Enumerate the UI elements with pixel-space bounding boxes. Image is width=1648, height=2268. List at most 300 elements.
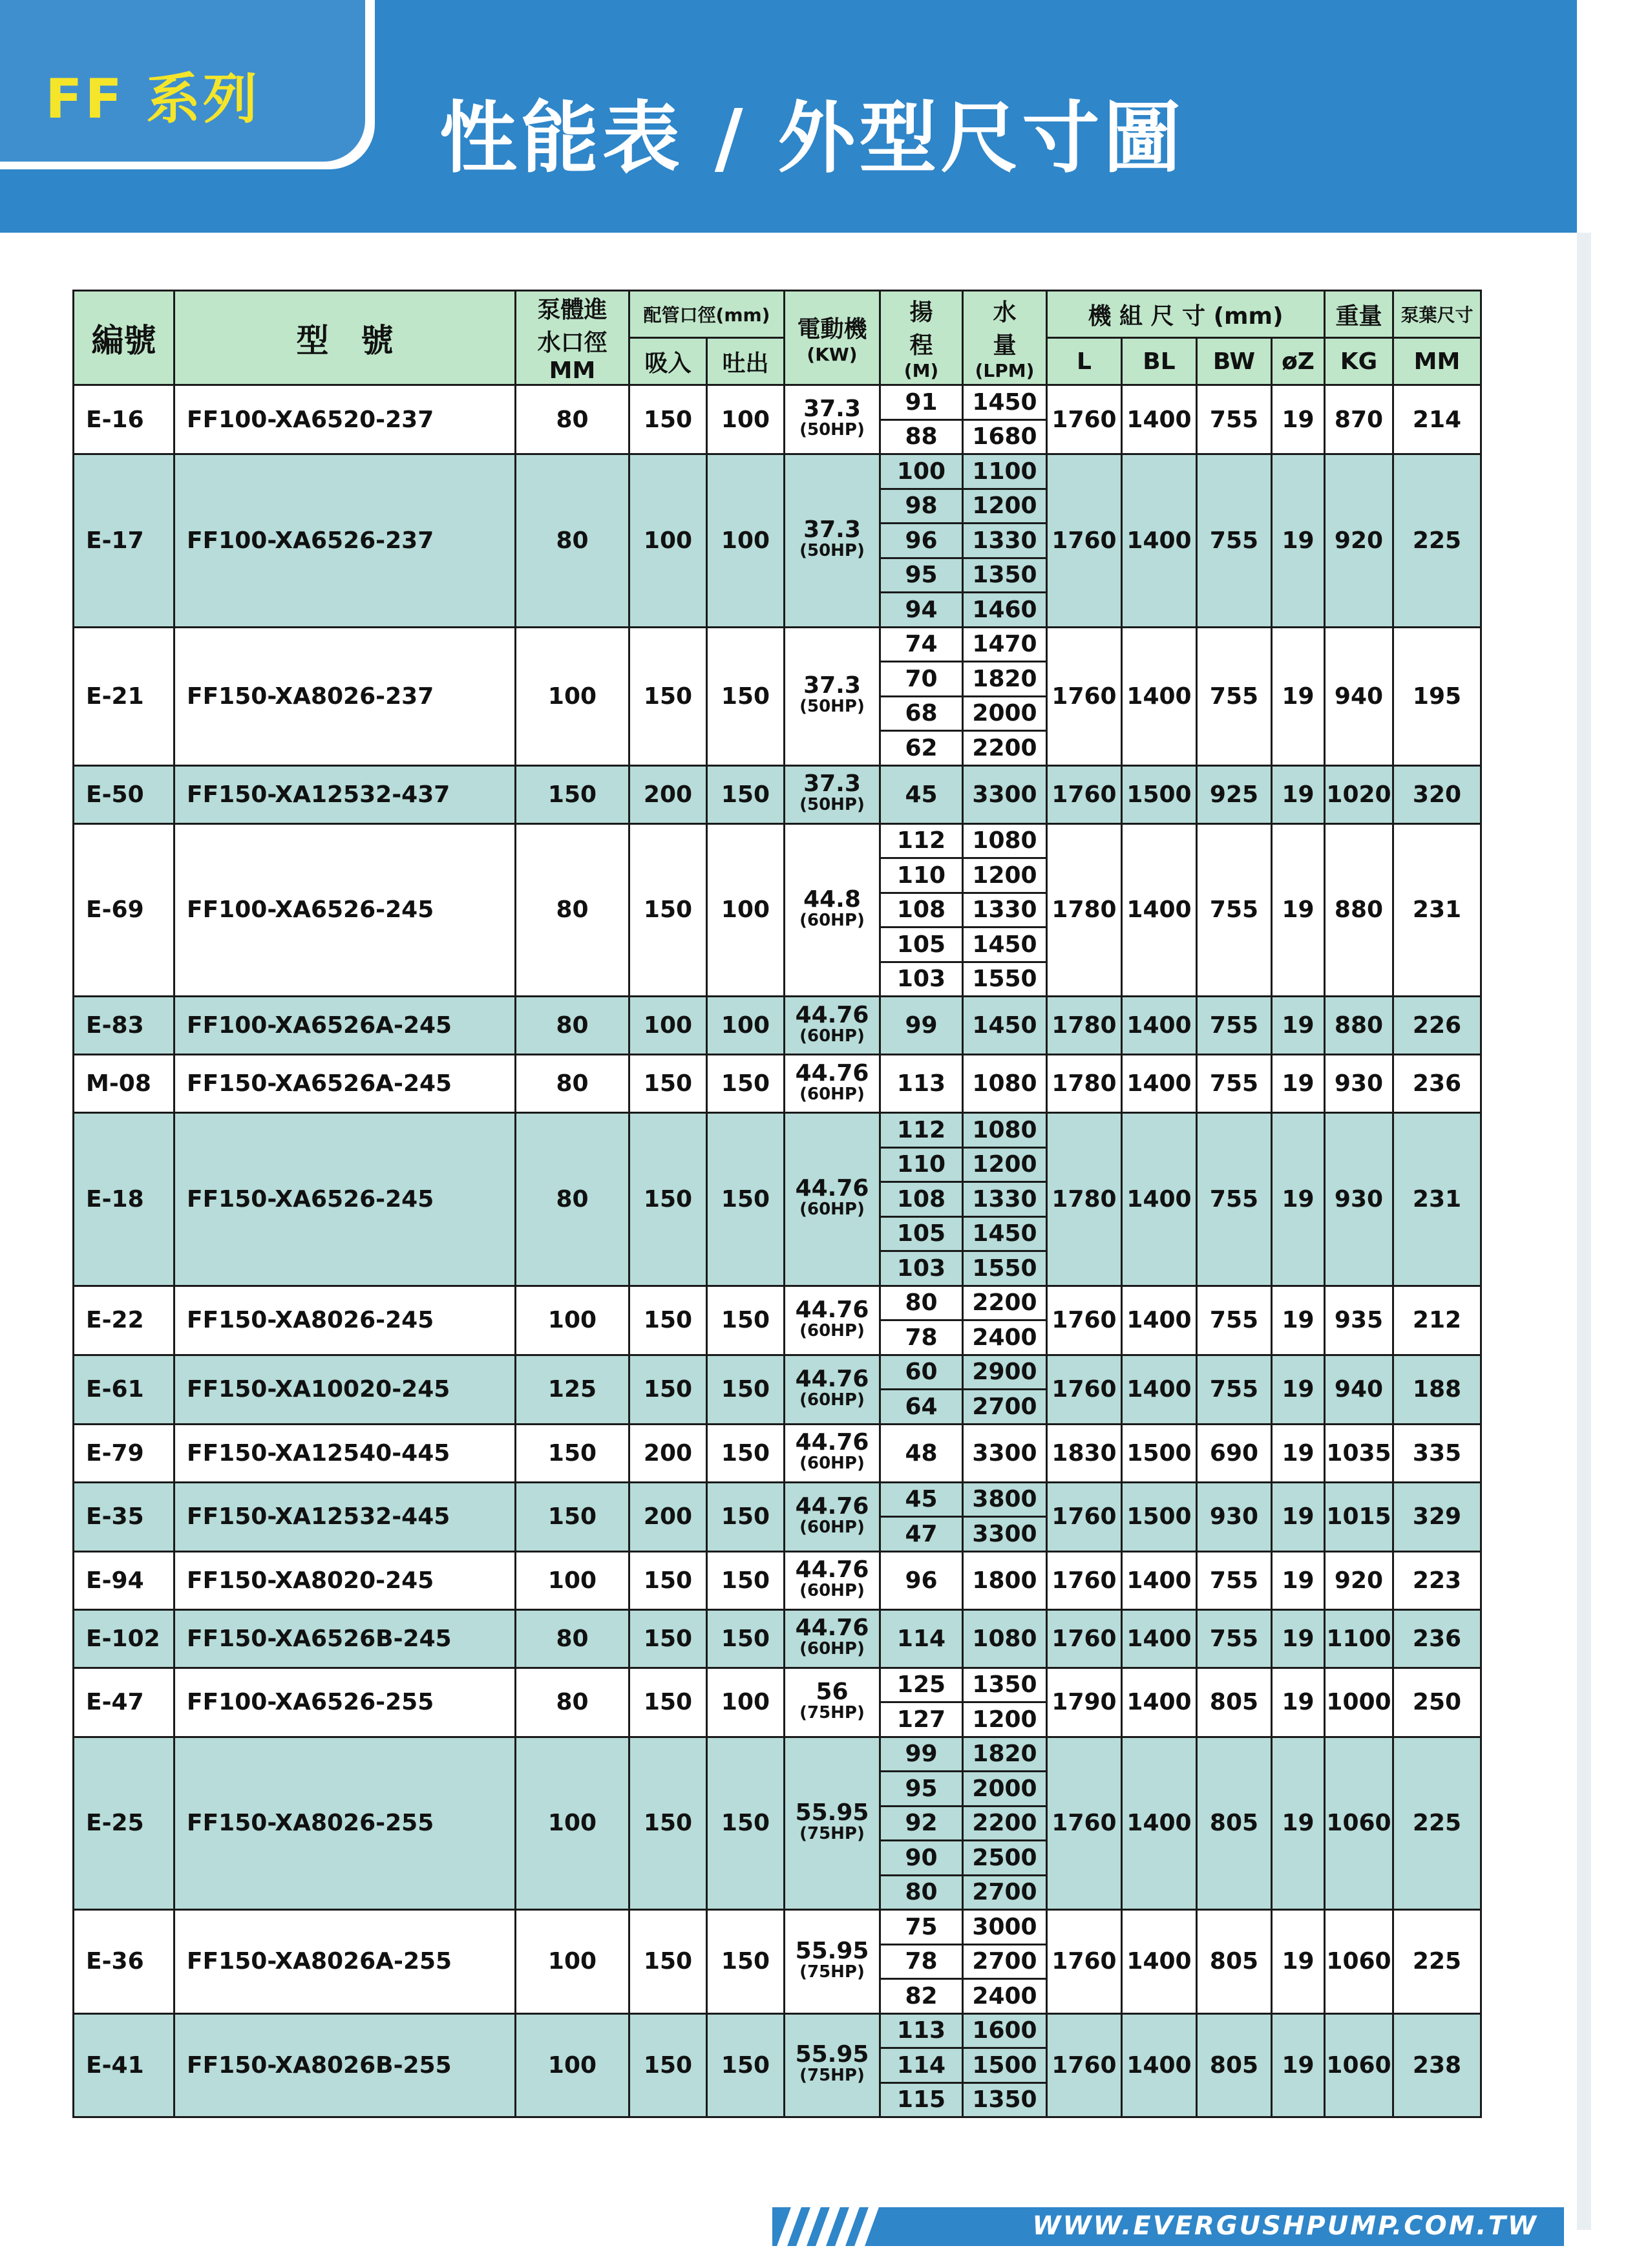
pump-code: E-41: [74, 2013, 174, 2117]
inlet-size: 100: [516, 1551, 629, 1609]
dim-bw: 755: [1197, 1286, 1272, 1355]
model-number: FF150-XA6526A-245: [174, 1055, 516, 1113]
inlet-size: 80: [516, 454, 629, 628]
dim-l: 1760: [1047, 1551, 1122, 1609]
motor-power: [785, 997, 880, 1055]
flow-value: 3000: [963, 1910, 1047, 1945]
header-head-line2: 程: [909, 332, 933, 359]
dim-l: 1760: [1047, 1910, 1122, 2014]
flow-value: 1450: [963, 927, 1047, 962]
weight-kg: 1000: [1325, 1668, 1393, 1737]
dim-l: 1780: [1047, 1055, 1122, 1113]
dim-bl: 1400: [1122, 1737, 1197, 1910]
motor-hp: (60HP): [799, 1517, 865, 1537]
motor-power: [785, 1113, 880, 1286]
pump-code: E-83: [74, 997, 174, 1055]
flow-value: 3300: [963, 765, 1047, 823]
impeller-mm: 195: [1393, 627, 1481, 765]
dim-l: 1760: [1047, 1482, 1122, 1551]
table-row: [74, 1609, 1481, 1668]
flow-value: 1500: [963, 2048, 1047, 2083]
pump-code: E-69: [74, 823, 174, 997]
weight-kg: 1060: [1325, 1737, 1393, 1910]
flow-value: 1450: [963, 385, 1047, 420]
header-inlet: [516, 291, 629, 385]
suction-size: 100: [629, 997, 707, 1055]
table-row: [74, 1113, 1481, 1148]
pump-code: E-102: [74, 1609, 174, 1668]
dim-bl: 1400: [1122, 1055, 1197, 1113]
dim-bw: 755: [1197, 1609, 1272, 1668]
flow-value: 1820: [963, 662, 1047, 697]
dim-bw: 690: [1197, 1424, 1272, 1482]
impeller-mm: 188: [1393, 1355, 1481, 1424]
model-number: FF100-XA6520-237: [174, 385, 516, 454]
dim-l: 1760: [1047, 1737, 1122, 1910]
head-value: 115: [880, 2083, 963, 2117]
flow-value: 3300: [963, 1517, 1047, 1552]
inlet-size: 100: [516, 1286, 629, 1355]
head-value: 127: [880, 1702, 963, 1737]
dim-bw: 755: [1197, 997, 1272, 1055]
suction-size: 150: [629, 1910, 707, 2014]
weight-kg: 940: [1325, 627, 1393, 765]
discharge-size: 150: [707, 1910, 785, 2014]
dim-bw: 755: [1197, 385, 1272, 454]
flow-value: 1200: [963, 858, 1047, 893]
motor-power: [785, 1424, 880, 1482]
impeller-mm: 335: [1393, 1424, 1481, 1482]
table-row: [74, 823, 1481, 858]
table-row: [74, 1551, 1481, 1609]
discharge-size: 100: [707, 385, 785, 454]
motor-hp: (60HP): [799, 1084, 865, 1104]
dim-bw: 755: [1197, 823, 1272, 997]
discharge-size: 150: [707, 1482, 785, 1551]
flow-value: 2400: [963, 1320, 1047, 1355]
flow-value: 3300: [963, 1424, 1047, 1482]
head-value: 112: [880, 1113, 963, 1148]
impeller-mm: 231: [1393, 823, 1481, 997]
flow-value: 1350: [963, 558, 1047, 593]
suction-size: 200: [629, 1424, 707, 1482]
dim-l: 1760: [1047, 1355, 1122, 1424]
suction-size: 150: [629, 1609, 707, 1668]
flow-value: 2500: [963, 1841, 1047, 1876]
motor-hp: (50HP): [799, 795, 865, 814]
model-number: FF150-XA8026-245: [174, 1286, 516, 1355]
dim-z: 19: [1272, 1424, 1325, 1482]
inlet-size: 80: [516, 385, 629, 454]
discharge-size: 150: [707, 1286, 785, 1355]
head-value: 108: [880, 1182, 963, 1217]
head-value: 88: [880, 419, 963, 454]
inlet-size: 80: [516, 1668, 629, 1737]
pump-code: E-35: [74, 1482, 174, 1551]
dim-bl: 1400: [1122, 1668, 1197, 1737]
dim-bl: 1400: [1122, 385, 1197, 454]
header-dim-bl: BL: [1122, 338, 1197, 385]
flow-value: 1200: [963, 1147, 1047, 1182]
header-flow-unit: (LPM): [975, 360, 1035, 381]
dim-z: 19: [1272, 627, 1325, 765]
inlet-size: 150: [516, 1482, 629, 1551]
motor-kw: 44.76: [795, 1175, 869, 1202]
model-number: FF100-XA6526-237: [174, 454, 516, 628]
discharge-size: 150: [707, 1609, 785, 1668]
impeller-mm: 212: [1393, 1286, 1481, 1355]
dim-bw: 805: [1197, 1910, 1272, 2014]
motor-power: [785, 1551, 880, 1609]
motor-hp: (60HP): [799, 910, 865, 930]
motor-hp: (60HP): [799, 1639, 865, 1659]
dim-bw: 755: [1197, 627, 1272, 765]
motor-hp: (60HP): [799, 1320, 865, 1341]
model-number: FF150-XA6526B-245: [174, 1609, 516, 1668]
flow-value: 1080: [963, 1113, 1047, 1148]
weight-kg: 920: [1325, 1551, 1393, 1609]
motor-kw: 37.3: [803, 672, 861, 699]
inlet-size: 80: [516, 823, 629, 997]
dim-bl: 1400: [1122, 1355, 1197, 1424]
head-value: 91: [880, 385, 963, 420]
dim-bw: 805: [1197, 1668, 1272, 1737]
motor-kw: 56: [816, 1678, 849, 1705]
flow-value: 2200: [963, 1286, 1047, 1320]
motor-kw: 44.76: [795, 1059, 869, 1086]
head-value: 110: [880, 1147, 963, 1182]
head-value: 96: [880, 1551, 963, 1609]
flow-value: 1350: [963, 1668, 1047, 1702]
header-head-unit: (M): [903, 360, 939, 381]
dim-bl: 1500: [1122, 1482, 1197, 1551]
head-value: 113: [880, 2013, 963, 2048]
motor-hp: (60HP): [799, 1026, 865, 1046]
suction-size: 150: [629, 385, 707, 454]
header-inlet-line1: 泵體進: [537, 297, 607, 323]
impeller-mm: 236: [1393, 1055, 1481, 1113]
table-row: [74, 1910, 1481, 1945]
impeller-mm: 250: [1393, 1668, 1481, 1737]
header-flow: [963, 291, 1047, 385]
weight-kg: 1060: [1325, 2013, 1393, 2117]
weight-kg: 1060: [1325, 1910, 1393, 2014]
dim-l: 1760: [1047, 1286, 1122, 1355]
motor-kw: 44.76: [795, 1429, 869, 1456]
model-number: FF150-XA8026A-255: [174, 1910, 516, 2014]
table-body: [74, 385, 1481, 2117]
suction-size: 200: [629, 1482, 707, 1551]
impeller-mm: 238: [1393, 2013, 1481, 2117]
head-value: 92: [880, 1806, 963, 1841]
table-row: [74, 454, 1481, 489]
motor-power: [785, 1482, 880, 1551]
model-number: FF150-XA12540-445: [174, 1424, 516, 1482]
head-value: 114: [880, 2048, 963, 2083]
model-number: FF150-XA10020-245: [174, 1355, 516, 1424]
motor-kw: 37.3: [803, 516, 861, 544]
weight-kg: 870: [1325, 385, 1393, 454]
header-inlet-unit: MM: [549, 357, 596, 384]
flow-value: 1080: [963, 1609, 1047, 1668]
pump-code: E-94: [74, 1551, 174, 1609]
table-row: [74, 627, 1481, 662]
flow-value: 1200: [963, 1702, 1047, 1737]
motor-hp: (50HP): [799, 541, 865, 561]
page-edge: [1577, 233, 1591, 2230]
pump-code: E-22: [74, 1286, 174, 1355]
suction-size: 150: [629, 1668, 707, 1737]
motor-power: [785, 765, 880, 823]
head-value: 99: [880, 997, 963, 1055]
pump-code: E-17: [74, 454, 174, 628]
inlet-size: 80: [516, 1055, 629, 1113]
flow-value: 1330: [963, 1182, 1047, 1217]
pump-code: E-25: [74, 1737, 174, 1910]
head-value: 112: [880, 823, 963, 858]
header-dim-z: øZ: [1272, 338, 1325, 385]
flow-value: 1080: [963, 1055, 1047, 1113]
discharge-size: 150: [707, 1424, 785, 1482]
motor-kw: 55.95: [795, 1937, 869, 1964]
table-row: [74, 1055, 1481, 1113]
dim-l: 1760: [1047, 765, 1122, 823]
dim-l: 1760: [1047, 2013, 1122, 2117]
suction-size: 150: [629, 1286, 707, 1355]
inlet-size: 100: [516, 627, 629, 765]
table-row: [74, 1668, 1481, 1702]
dim-z: 19: [1272, 2013, 1325, 2117]
head-value: 90: [880, 1841, 963, 1876]
pump-code: E-50: [74, 765, 174, 823]
dim-l: 1780: [1047, 1113, 1122, 1286]
table-row: [74, 1424, 1481, 1482]
inlet-size: 80: [516, 1609, 629, 1668]
header-motor-unit: (KW): [807, 343, 858, 365]
weight-kg: 880: [1325, 823, 1393, 997]
flow-value: 1100: [963, 454, 1047, 489]
head-value: 45: [880, 765, 963, 823]
header-head: [880, 291, 963, 385]
dim-z: 19: [1272, 1055, 1325, 1113]
header-suction: 吸入: [629, 338, 707, 385]
header-flow-line1: 水: [993, 299, 1017, 326]
head-value: 114: [880, 1609, 963, 1668]
model-number: FF150-XA6526-245: [174, 1113, 516, 1286]
head-value: 78: [880, 1944, 963, 1979]
suction-size: 150: [629, 1355, 707, 1424]
model-number: FF100-XA6526-255: [174, 1668, 516, 1737]
weight-kg: 880: [1325, 997, 1393, 1055]
table-row: [74, 1355, 1481, 1390]
dim-bl: 1500: [1122, 765, 1197, 823]
dim-z: 19: [1272, 1113, 1325, 1286]
discharge-size: 100: [707, 823, 785, 997]
motor-kw: 55.95: [795, 1799, 869, 1826]
dim-z: 19: [1272, 1910, 1325, 2014]
suction-size: 150: [629, 2013, 707, 2117]
motor-kw: 44.76: [795, 1001, 869, 1028]
head-value: 75: [880, 1910, 963, 1945]
dim-l: 1760: [1047, 627, 1122, 765]
suction-size: 150: [629, 1055, 707, 1113]
pump-code: E-21: [74, 627, 174, 765]
dim-bw: 805: [1197, 1737, 1272, 1910]
head-value: 62: [880, 731, 963, 766]
head-value: 82: [880, 1979, 963, 2014]
dim-bw: 755: [1197, 1113, 1272, 1286]
footer-bar: [772, 2207, 1564, 2246]
flow-value: 2700: [963, 1944, 1047, 1979]
header-pipe: 配管口徑(mm): [629, 291, 785, 338]
dim-bl: 1400: [1122, 1113, 1197, 1286]
dim-z: 19: [1272, 1355, 1325, 1424]
suction-size: 150: [629, 1737, 707, 1910]
discharge-size: 150: [707, 1355, 785, 1424]
flow-value: 1200: [963, 489, 1047, 524]
dim-l: 1760: [1047, 385, 1122, 454]
head-value: 95: [880, 1772, 963, 1807]
header-impeller: 泵葉尺寸: [1393, 291, 1481, 338]
impeller-mm: 225: [1393, 454, 1481, 628]
impeller-mm: 223: [1393, 1551, 1481, 1609]
motor-power: [785, 1355, 880, 1424]
footer-stripe: [854, 2207, 879, 2246]
motor-hp: (75HP): [799, 2066, 865, 2086]
flow-value: 1460: [963, 593, 1047, 628]
pump-code: E-16: [74, 385, 174, 454]
dim-bw: 755: [1197, 454, 1272, 628]
header-dimensions: 機 組 尺 寸 (mm): [1047, 291, 1325, 338]
suction-size: 150: [629, 823, 707, 997]
head-value: 125: [880, 1668, 963, 1702]
flow-value: 1330: [963, 524, 1047, 558]
motor-power: [785, 1910, 880, 2014]
dim-l: 1780: [1047, 823, 1122, 997]
flow-value: 1550: [963, 1251, 1047, 1286]
flow-value: 1350: [963, 2083, 1047, 2117]
pump-code: E-79: [74, 1424, 174, 1482]
head-value: 103: [880, 1251, 963, 1286]
model-number: FF150-XA8026-237: [174, 627, 516, 765]
motor-power: [785, 1609, 880, 1668]
header-impeller-unit: MM: [1393, 338, 1481, 385]
head-value: 113: [880, 1055, 963, 1113]
motor-kw: 55.95: [795, 2041, 869, 2068]
head-value: 105: [880, 1216, 963, 1251]
head-value: 47: [880, 1517, 963, 1552]
discharge-size: 150: [707, 765, 785, 823]
pump-code: E-18: [74, 1113, 174, 1286]
dim-bl: 1400: [1122, 1910, 1197, 2014]
weight-kg: 935: [1325, 1286, 1393, 1355]
flow-value: 1820: [963, 1737, 1047, 1772]
discharge-size: 150: [707, 627, 785, 765]
table-row: [74, 1286, 1481, 1320]
motor-power: [785, 1286, 880, 1355]
flow-value: 1680: [963, 419, 1047, 454]
header-code: 編號: [74, 291, 174, 385]
dim-bl: 1400: [1122, 823, 1197, 997]
head-value: 80: [880, 1875, 963, 1910]
model-number: FF150-XA8020-245: [174, 1551, 516, 1609]
impeller-mm: 214: [1393, 385, 1481, 454]
performance-table: [72, 290, 1482, 2118]
dim-z: 19: [1272, 1286, 1325, 1355]
motor-kw: 44.8: [803, 885, 861, 913]
model-number: FF150-XA12532-445: [174, 1482, 516, 1551]
head-value: 98: [880, 489, 963, 524]
impeller-mm: 236: [1393, 1609, 1481, 1668]
motor-power: [785, 1668, 880, 1737]
dim-l: 1830: [1047, 1424, 1122, 1482]
motor-power: [785, 823, 880, 997]
discharge-size: 150: [707, 1055, 785, 1113]
header-model: 型 號: [174, 291, 516, 385]
flow-value: 3800: [963, 1482, 1047, 1517]
dim-bl: 1400: [1122, 1286, 1197, 1355]
dim-bl: 1400: [1122, 997, 1197, 1055]
motor-hp: (60HP): [799, 1581, 865, 1600]
motor-hp: (75HP): [799, 1962, 865, 1982]
header-weight-unit: KG: [1325, 338, 1393, 385]
dim-bl: 1400: [1122, 454, 1197, 628]
motor-power: [785, 2013, 880, 2117]
flow-value: 1450: [963, 997, 1047, 1055]
header-flow-line2: 量: [993, 332, 1017, 359]
flow-value: 1470: [963, 627, 1047, 662]
dim-z: 19: [1272, 1609, 1325, 1668]
pump-code: E-61: [74, 1355, 174, 1424]
dim-l: 1790: [1047, 1668, 1122, 1737]
header-inlet-line2: 水口徑: [537, 330, 607, 356]
pump-code: E-47: [74, 1668, 174, 1737]
weight-kg: 940: [1325, 1355, 1393, 1424]
head-value: 78: [880, 1320, 963, 1355]
head-value: 70: [880, 662, 963, 697]
dim-bw: 930: [1197, 1482, 1272, 1551]
dim-bl: 1500: [1122, 1424, 1197, 1482]
motor-power: [785, 627, 880, 765]
head-value: 74: [880, 627, 963, 662]
flow-value: 2700: [963, 1875, 1047, 1910]
head-value: 80: [880, 1286, 963, 1320]
page-title: 性能表 / 外型尺寸圖: [439, 94, 1185, 184]
impeller-mm: 329: [1393, 1482, 1481, 1551]
model-number: FF100-XA6526A-245: [174, 997, 516, 1055]
motor-power: [785, 1737, 880, 1910]
dim-z: 19: [1272, 997, 1325, 1055]
head-value: 100: [880, 454, 963, 489]
pump-code: E-36: [74, 1910, 174, 2014]
head-value: 94: [880, 593, 963, 628]
inlet-size: 80: [516, 1113, 629, 1286]
dim-l: 1780: [1047, 997, 1122, 1055]
motor-hp: (60HP): [799, 1200, 865, 1220]
header-weight: 重量: [1325, 291, 1393, 338]
weight-kg: 1035: [1325, 1424, 1393, 1482]
discharge-size: 100: [707, 1668, 785, 1737]
discharge-size: 100: [707, 997, 785, 1055]
motor-hp: (75HP): [799, 1702, 865, 1722]
dim-bl: 1400: [1122, 2013, 1197, 2117]
dim-l: 1760: [1047, 454, 1122, 628]
flow-value: 2000: [963, 1772, 1047, 1807]
flow-value: 1550: [963, 962, 1047, 997]
discharge-size: 150: [707, 1551, 785, 1609]
dim-bw: 755: [1197, 1355, 1272, 1424]
dim-bw: 925: [1197, 765, 1272, 823]
